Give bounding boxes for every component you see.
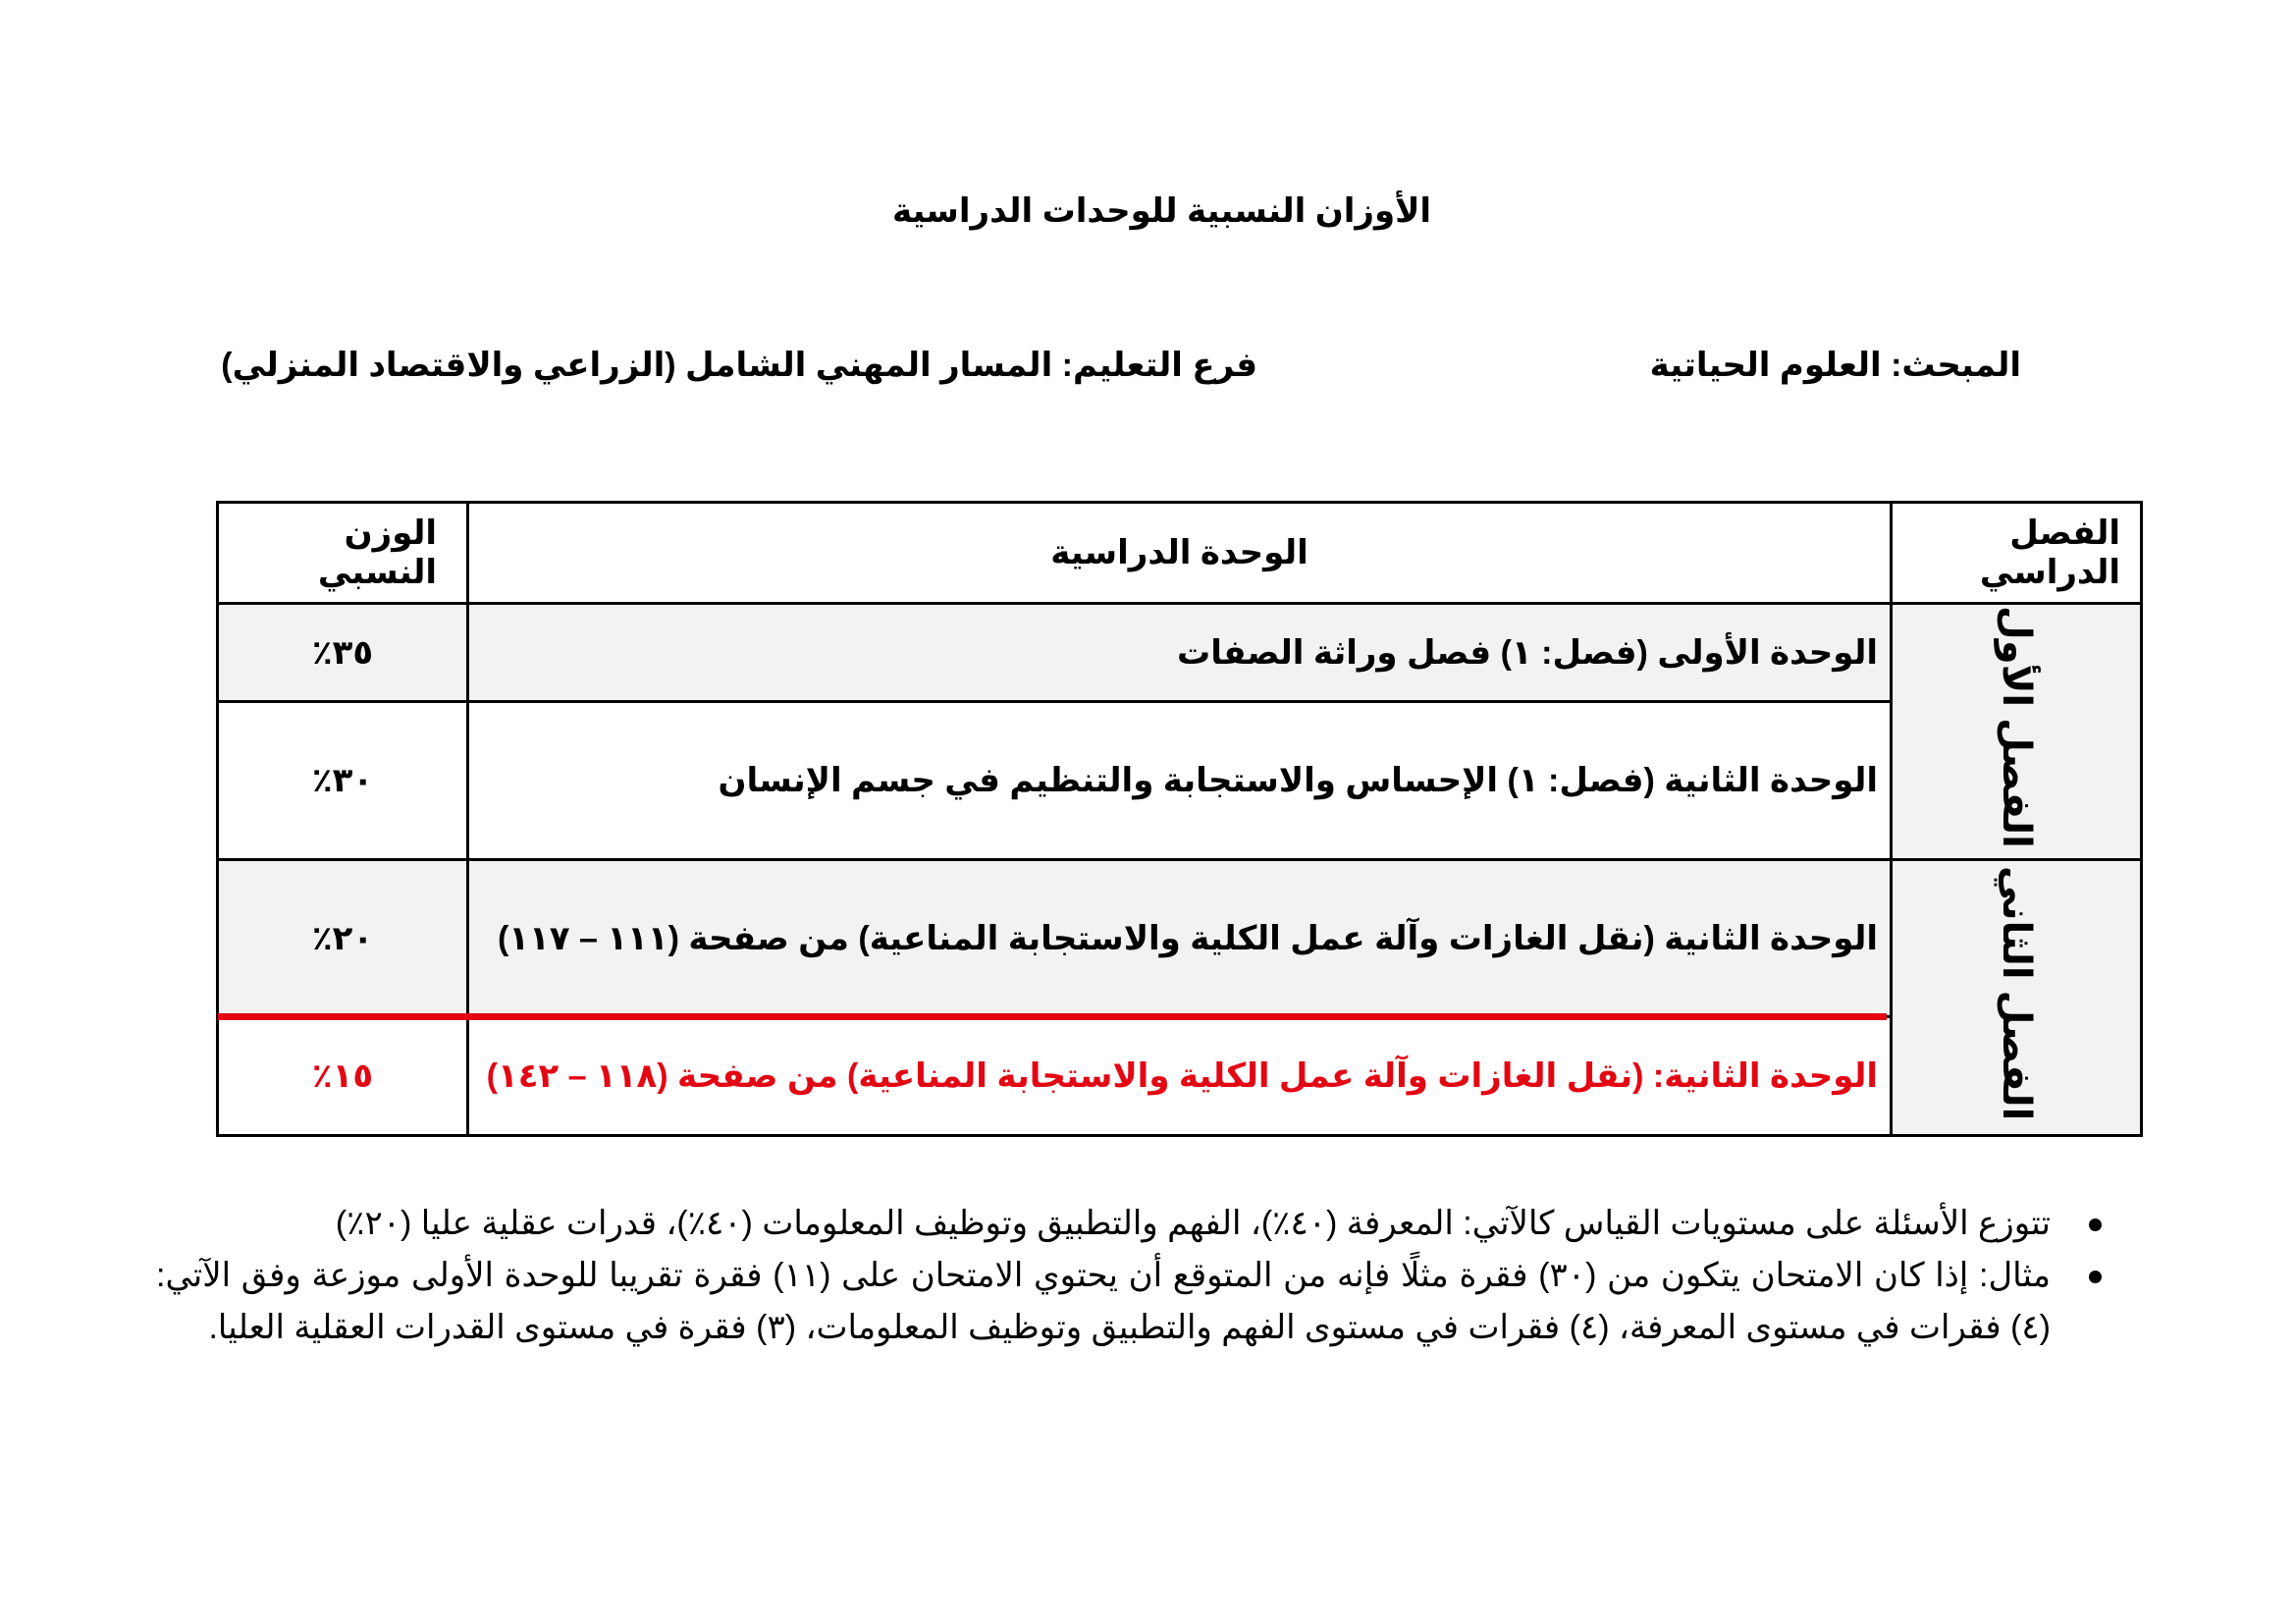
- list-item: [156, 1198, 2080, 1250]
- header-unit: الوحدة الدراسية: [468, 503, 1892, 604]
- branch-label: فرع التعليم: المسار المهني الشامل (الزراعي والاقتصاد المنزلي): [221, 347, 1257, 384]
- semester-cell-second: [1892, 860, 2142, 1136]
- weight-cell: ٢٠٪: [218, 860, 468, 1017]
- page-title: الأوزان النسبية للوحدات الدراسية: [891, 192, 1432, 230]
- semester-cell-first: [1892, 604, 2142, 860]
- table-header-row: [218, 503, 2142, 604]
- table-row: [218, 604, 2142, 702]
- weight-cell: ١٥٪: [218, 1017, 468, 1136]
- notes-list: [156, 1198, 2080, 1354]
- bullet-icon: [2089, 1271, 2102, 1283]
- table-row: [218, 1017, 2142, 1136]
- note-text: مثال: إذا كان الامتحان يتكون من (٣٠) فقرة مثلًا فإنه من المتوقع أن يحتوي الامتحان على (١١) فقرة تقريبا للوحدة الأولى موزعة وفق الآتي: (٤) فقرات في مستوى المعرفة، (٤) فقرات في مستوى الفهم والتطبيق وتوظيف المعلومات، (٣) فقرة في مستوى القدرات العقلية العليا.: [156, 1257, 2051, 1346]
- weight-cell: ٣٠٪: [218, 702, 468, 860]
- header-semester: الفصل الدراسي: [1892, 503, 2142, 604]
- bullet-icon: [2089, 1218, 2102, 1231]
- table-row: [218, 702, 2142, 860]
- note-text: تتوزع الأسئلة على مستويات القياس كالآتي: المعرفة (٤٠٪)، الفهم والتطبيق وتوظيف المعلومات (٤٠٪)، قدرات عقلية عليا (٢٠٪): [335, 1205, 2051, 1242]
- weight-cell: ٣٥٪: [218, 604, 468, 702]
- unit-cell: الوحدة الثانية: (نقل الغازات وآلة عمل الكلية والاستجابة المناعية) من صفحة (١١٨ – ١٤٢): [468, 1017, 1892, 1136]
- red-divider-line: [218, 1013, 1887, 1020]
- unit-cell: الوحدة الثانية (فصل: ١) الإحساس والاستجابة والتنظيم في جسم الإنسان: [468, 702, 1892, 860]
- unit-cell: الوحدة الثانية (نقل الغازات وآلة عمل الكلية والاستجابة المناعية) من صفحة (١١١ – ١١٧): [468, 860, 1892, 1017]
- weights-table: [216, 501, 2143, 1137]
- table-row: [218, 860, 2142, 1017]
- semester-label: الفصل الثاني: [1995, 865, 2038, 1121]
- semester-label: الفصل الأول: [1995, 606, 2038, 848]
- header-weight: الوزن النسبي: [218, 503, 468, 604]
- subject-label: المبحث: العلوم الحياتية: [1649, 347, 2021, 384]
- list-item: [156, 1250, 2080, 1354]
- unit-cell: الوحدة الأولى (فصل: ١) فصل وراثة الصفات: [468, 604, 1892, 702]
